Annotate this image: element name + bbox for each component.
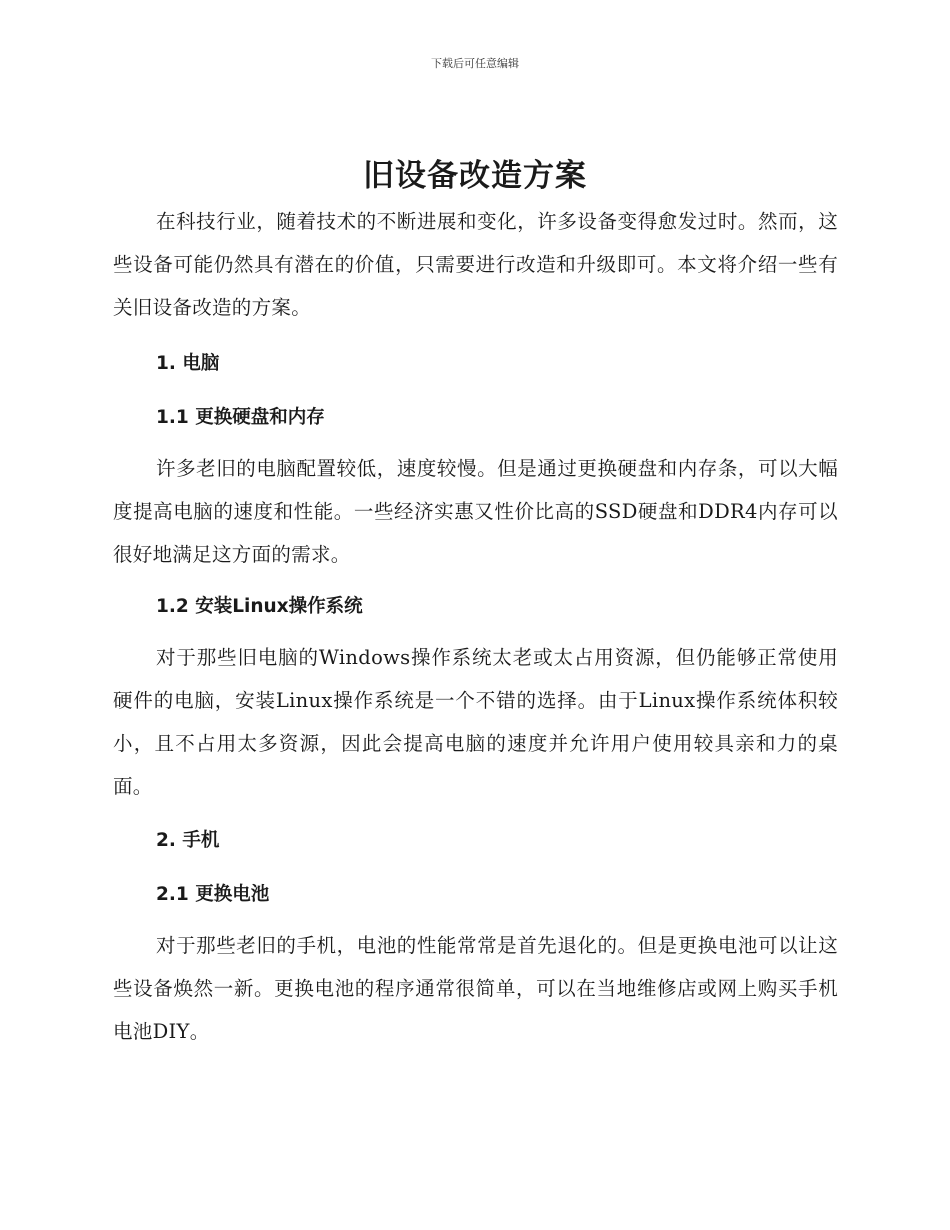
section-heading-disk-memory: 1.1 更换硬盘和内存 — [156, 407, 325, 428]
header-note: 下载后可任意编辑 — [431, 57, 519, 70]
section-body-disk-memory: 许多老旧的电脑配置较低，速度较慢。但是通过更换硬盘和内存条，可以大幅度提高电脑的速度和性能。一些经济实惠又性价比高的SSD硬盘和DDR4内存可以很好地满足这方面的需求。 — [113, 457, 838, 566]
document-title: 旧设备改造方案 — [363, 158, 587, 194]
section-body-battery: 对于那些老旧的手机，电池的性能常常是首先退化的。但是更换电池可以让这些设备焕然一新。更换电池的程序通常很简单，可以在当地维修店或网上购买手机电池DIY。 — [113, 934, 838, 1043]
intro-paragraph: 在科技行业，随着技术的不断进展和变化，许多设备变得愈发过时。然而，这些设备可能仍然具有潜在的价值，只需要进行改造和升级即可。本文将介绍一些有关旧设备改造的方案。 — [113, 210, 838, 319]
section-heading-linux: 1.2 安装Linux操作系统 — [156, 596, 363, 617]
section-heading-computer: 1. 电脑 — [156, 353, 220, 374]
section-heading-battery: 2.1 更换电池 — [156, 884, 270, 905]
section-heading-phone: 2. 手机 — [156, 830, 220, 851]
document-body — [113, 200, 838, 1053]
section-body-linux: 对于那些旧电脑的Windows操作系统太老或太占用资源，但仍能够正常使用硬件的电脑，安装Linux操作系统是一个不错的选择。由于Linux操作系统体积较小，且不占用太多资源，因此会提高电脑的速度并允许用户使用较具亲和力的桌面。 — [113, 646, 838, 798]
